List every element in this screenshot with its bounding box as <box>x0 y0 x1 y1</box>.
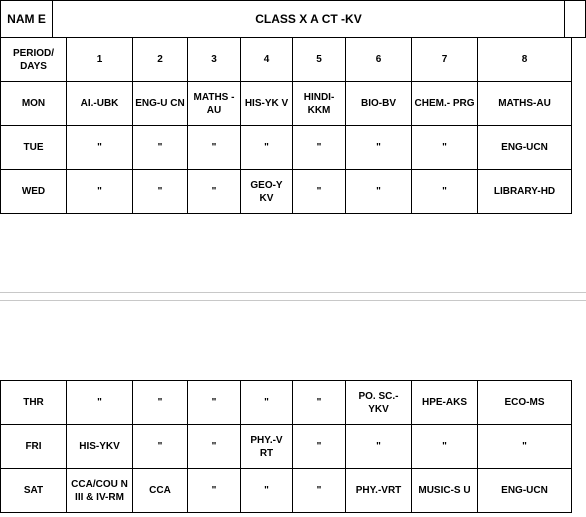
table-cell: CCA/COU N III & IV-RM <box>66 468 133 513</box>
day-cell-sat: SAT <box>0 468 67 513</box>
table-cell: " <box>292 468 346 513</box>
table-cell: " <box>132 380 188 425</box>
table-cell: " <box>187 424 241 469</box>
table-cell: " <box>187 380 241 425</box>
page-break-line-top <box>0 292 586 293</box>
table-cell: CHEM.- PRG <box>411 81 478 126</box>
col-header-4: 4 <box>240 37 293 82</box>
table-cell: MATHS -AU <box>187 81 241 126</box>
table-cell: HINDI-KKM <box>292 81 346 126</box>
table-cell: ENG-UCN <box>477 125 572 170</box>
table-cell: " <box>411 169 478 214</box>
table-cell: " <box>66 380 133 425</box>
table-cell: " <box>411 424 478 469</box>
table-cell: " <box>240 380 293 425</box>
day-cell-wed: WED <box>0 169 67 214</box>
table-cell: " <box>411 125 478 170</box>
table-cell: " <box>240 468 293 513</box>
table-cell: PO. SC.- YKV <box>345 380 412 425</box>
table-cell: PHY.-VRT <box>345 468 412 513</box>
table-cell: MATHS-AU <box>477 81 572 126</box>
table-cell: " <box>345 169 412 214</box>
table-cell: CCA <box>132 468 188 513</box>
table-cell: " <box>187 169 241 214</box>
table-cell: " <box>345 125 412 170</box>
page-break-line-bottom <box>0 300 586 301</box>
day-cell-fri: FRI <box>0 424 67 469</box>
col-header-7: 7 <box>411 37 478 82</box>
table-cell: BIO-BV <box>345 81 412 126</box>
col-header-8: 8 <box>477 37 572 82</box>
table-cell: " <box>292 424 346 469</box>
table-cell: " <box>345 424 412 469</box>
table-cell: " <box>187 468 241 513</box>
day-cell-tue: TUE <box>0 125 67 170</box>
table-cell: " <box>187 125 241 170</box>
table-cell: HIS-YK V <box>240 81 293 126</box>
table-cell: PHY.-V RT <box>240 424 293 469</box>
table-cell: " <box>66 169 133 214</box>
class-title: CLASS X A CT -KV <box>52 0 565 38</box>
day-cell-mon: MON <box>0 81 67 126</box>
table-cell: HPE-AKS <box>411 380 478 425</box>
day-cell-thr: THR <box>0 380 67 425</box>
col-header-5: 5 <box>292 37 346 82</box>
table-cell: MUSIC-S U <box>411 468 478 513</box>
table-cell: " <box>240 125 293 170</box>
table-cell: " <box>292 125 346 170</box>
table-cell: " <box>132 169 188 214</box>
col-header-6: 6 <box>345 37 412 82</box>
col-header-3: 3 <box>187 37 241 82</box>
table-cell: " <box>132 125 188 170</box>
header-blank-cell <box>564 0 586 38</box>
name-label: NAM E <box>0 0 53 38</box>
table-cell: " <box>477 424 572 469</box>
table-cell: ECO-MS <box>477 380 572 425</box>
table-cell: " <box>292 380 346 425</box>
table-cell: ENG-U CN <box>132 81 188 126</box>
table-cell: " <box>132 424 188 469</box>
table-cell: LIBRARY-HD <box>477 169 572 214</box>
table-cell: ENG-UCN <box>477 468 572 513</box>
table-cell: " <box>66 125 133 170</box>
table-cell: AI.-UBK <box>66 81 133 126</box>
col-header-1: 1 <box>66 37 133 82</box>
table-cell: " <box>292 169 346 214</box>
col-header-period-days: PERIOD/ DAYS <box>0 37 67 82</box>
table-cell: GEO-Y KV <box>240 169 293 214</box>
table-cell: HIS-YKV <box>66 424 133 469</box>
col-header-2: 2 <box>132 37 188 82</box>
